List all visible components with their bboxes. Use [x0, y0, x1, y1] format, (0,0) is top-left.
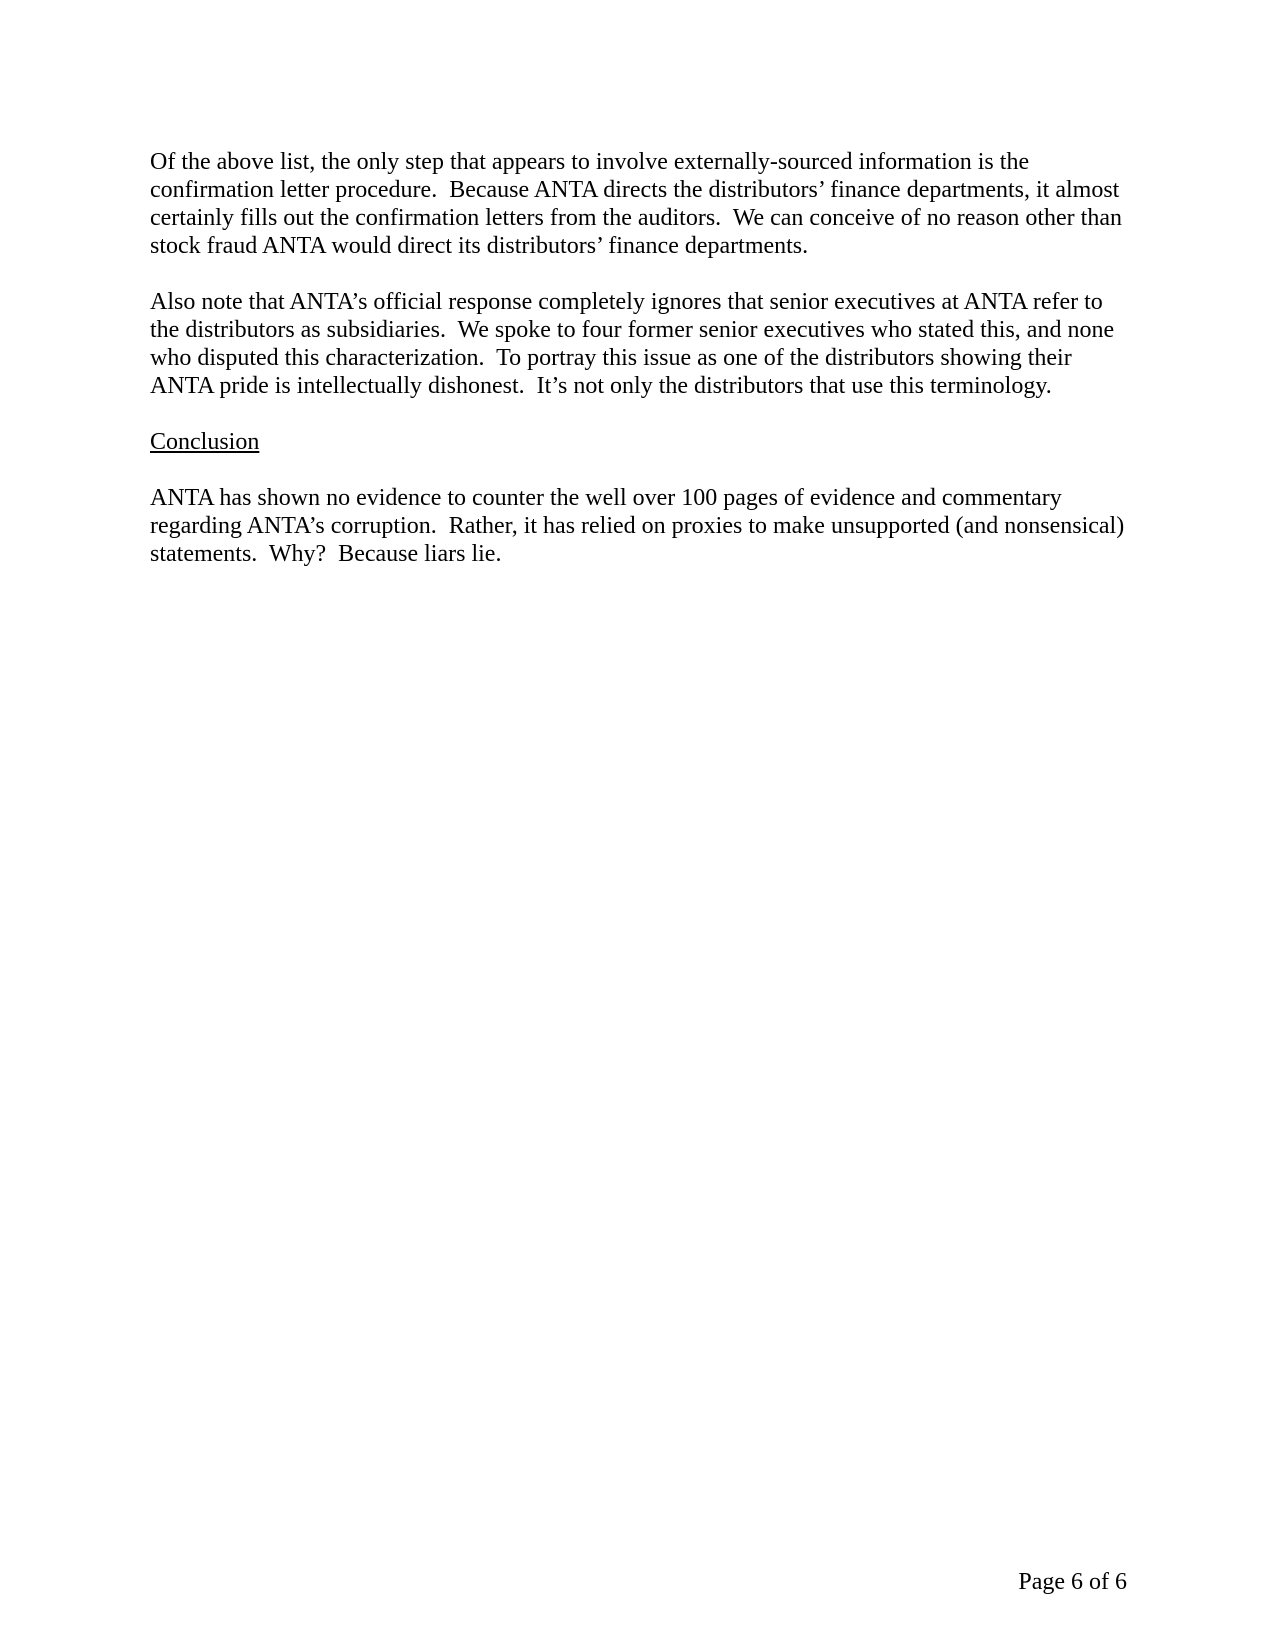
document-body: [150, 148, 1131, 568]
paragraph-confirmation-letters: Of the above list, the only step that appears to involve externally-sourced information is the confirmation letter procedure. Because ANTA directs the distributors’ finance departments, it almost certainly fills out the confirmation letters from the auditors. We can conceive of no reason other than stock fraud ANTA would direct its distributors’ finance departments.: [150, 149, 1128, 259]
paragraph-conclusion: ANTA has shown no evidence to counter the well over 100 pages of evidence and commentary regarding ANTA’s corruption. Rather, it has relied on proxies to make unsupported (and nonsensical) statements. Why? Because liars lie.: [150, 485, 1131, 567]
page-number: Page 6 of 6: [1018, 1569, 1127, 1595]
paragraph-official-response: Also note that ANTA’s official response completely ignores that senior executives at ANTA refer to the distributors as subsidiaries. We spoke to four former senior executives who stated this, and none who disputed this characterization. To portray this issue as one of the distributors showing their ANTA pride is intellectually dishonest. It’s not only the distributors that use this terminology.: [150, 289, 1121, 399]
conclusion-heading: Conclusion: [150, 429, 260, 455]
